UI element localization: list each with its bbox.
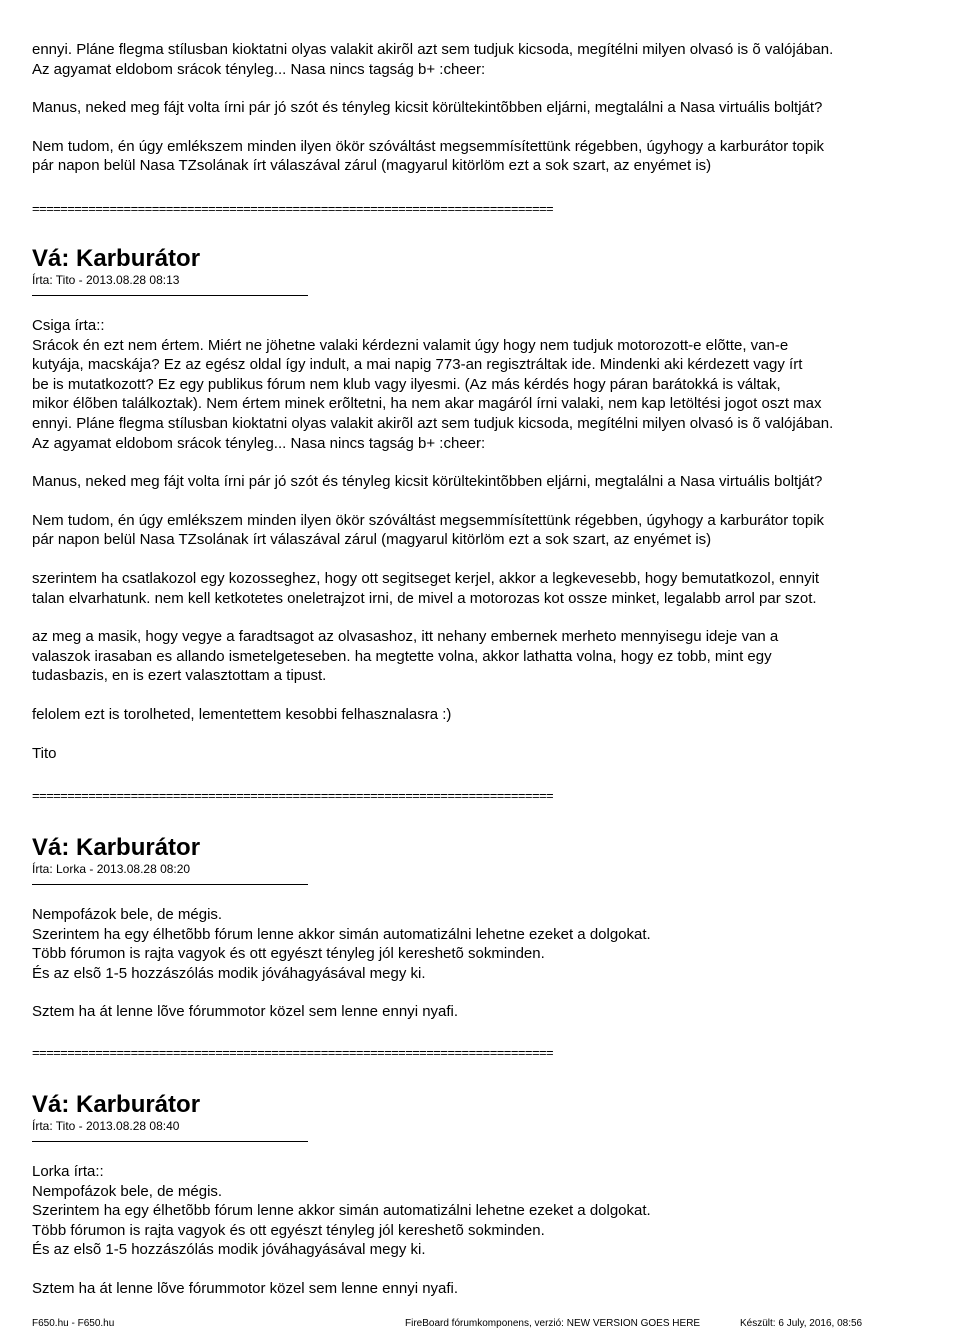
post-separator: ========================================================================== <box>32 201 554 216</box>
paragraph: Manus, neked meg fájt volta írni pár jó szót és tényleg kicsit körültekintõbben eljárni, megtalálni a Nasa virtuális boltját? <box>32 473 823 491</box>
post-author-date: Írta: Tito - 2013.08.28 08:13 <box>32 273 180 287</box>
signature: Tito <box>32 744 57 762</box>
forum-post <box>32 245 932 763</box>
quoted-paragraph: Csiga írta:: Srácok én ezt nem értem. Miért ne jöhetne valaki kérdezni valamit úgy hogy nem tudjuk motorozott-e elõtte, van-e kutyája, macskája? Ez az egész oldal így indult, a mai napig 773-an regisztráltak ide. Mindenki aki kérdezett vagy írt be is mutatkozott? Ez egy publikus fórum nem klub vagy ilyesmi. (Az más kérdés hogy páran barátokká is váltak, mikor élõben találkoztak). Nem értem minek erõltetni, ha nem akar magáról írni valaki, nem kap letöltési jogot oszt max ennyi. Pláne flegma stílusban kioktatni olyas valakit akirõl azt sem tudjuk kicsoda, megítélni milyen olvasó is õ valójában. Az agyamat eldobom srácok tényleg... Nasa nincs tagság b+ :cheer: <box>32 317 834 452</box>
paragraph: felolem ezt is torolheted, lementettem kesobbi felhasznalasra :) <box>32 705 452 723</box>
paragraph: az meg a masik, hogy vegye a faradtsagot az olvasashoz, itt nehany embernek merheto mennyisegu ideje van a valaszok irasaban es allando ismetelgeteseben. ha megtette volna, akkor lathatta volna, hogy ez tobb, mint egy tudasbazis, en is ezert valasztottam a tipust. <box>32 628 779 685</box>
previous-post-tail <box>32 40 833 176</box>
paragraph: Manus, neked meg fájt volta írni pár jó szót és tényleg kicsit körültekintõbben eljárni, megtalálni a Nasa virtuális boltját? <box>32 99 823 117</box>
forum-post <box>32 1091 932 1299</box>
post-author-date: Írta: Tito - 2013.08.28 08:40 <box>32 1119 180 1133</box>
paragraph: ennyi. Pláne flegma stílusban kioktatni olyas valakit akirõl azt sem tudjuk kicsoda, megítélni milyen olvasó is õ valójában. Az agyamat eldobom srácok tényleg... Nasa nincs tagság b+ :cheer: <box>32 41 834 78</box>
paragraph: szerintem ha csatlakozol egy kozosseghez, hogy ott segitseget kerjel, akkor a legkevesebb, hogy bemutatkozol, ennyit talan elvarhatunk. nem kell ketkotetes oneletrajzot irni, de mivel a motorozas kot ossze minket, legalabb arrol par szot. <box>32 569 820 607</box>
paragraph: Sztem ha át lenne lõve fórummotor közel sem lenne ennyi nyafi. <box>32 1003 459 1021</box>
post-title: Vá: Karburátor <box>32 245 201 272</box>
paragraph: Sztem ha át lenne lõve fórummotor közel sem lenne ennyi nyafi. <box>32 1279 459 1297</box>
paragraph: Nem tudom, én úgy emlékszem minden ilyen ökör szóváltást megsemmísítettünk régebben, úgyhogy a karburátor topik pár napon belül Nasa TZsolának írt válaszával zárul (magyarul kitörlöm ezt a sok szart, az enyémet is) <box>32 511 825 549</box>
post-separator: ========================================================================== <box>32 788 554 803</box>
paragraph: Nempofázok bele, de mégis. Szerintem ha egy élhetõbb fórum lenne akkor simán automatizálni lehetne ezeket a dolgokat. Több fórumon is rajta vagyok és ott egyészt tényleg jól kereshetõ sokminden. És az elsõ 1-5 hozzászólás modik jóváhagyásával megy ki. <box>32 906 651 982</box>
post-author-date: Írta: Lorka - 2013.08.28 08:20 <box>32 862 191 876</box>
footer-generated-date: Készült: 6 July, 2016, 08:56 <box>740 1318 863 1329</box>
quoted-paragraph: Lorka írta:: Nempofázok bele, de mégis. Szerintem ha egy élhetõbb fórum lenne akkor simán automatizálni lehetne ezeket a dolgokat. Több fórumon is rajta vagyok és ott egyészt tényleg jól kereshetõ sokminden. És az elsõ 1-5 hozzászólás modik jóváhagyásával megy ki. <box>32 1163 651 1259</box>
post-title: Vá: Karburátor <box>32 834 201 861</box>
paragraph: Nem tudom, én úgy emlékszem minden ilyen ökör szóváltást megsemmísítettünk régebben, úgyhogy a karburátor topik pár napon belül Nasa TZsolának írt válaszával zárul (magyarul kitörlöm ezt a sok szart, az enyémet is) <box>32 137 825 175</box>
forum-post <box>32 834 932 1022</box>
footer-site: F650.hu - F650.hu <box>32 1318 115 1329</box>
post-title: Vá: Karburátor <box>32 1091 201 1118</box>
post-separator: ========================================================================== <box>32 1045 554 1060</box>
footer-component: FireBoard fórumkomponens, verzió: NEW VERSION GOES HERE <box>405 1318 701 1329</box>
page-footer <box>32 1317 912 1331</box>
